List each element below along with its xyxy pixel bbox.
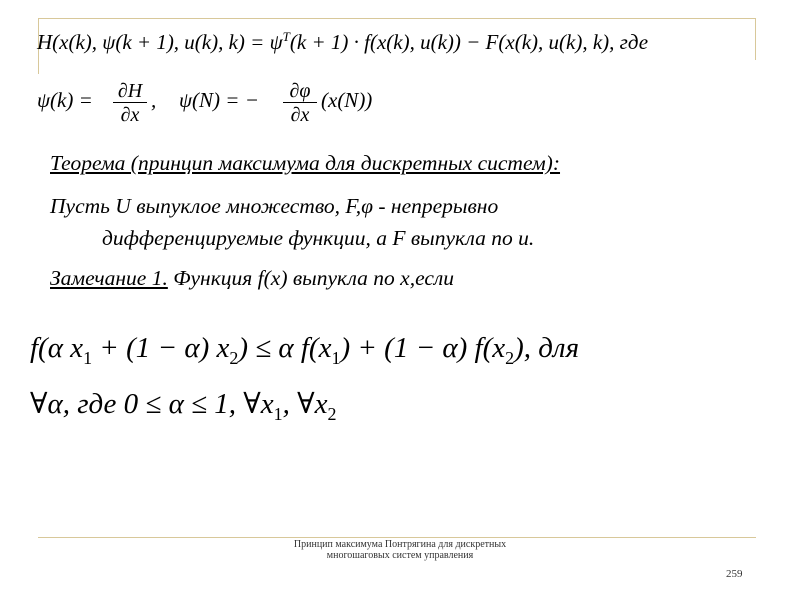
hamiltonian-formula: H(x(k), ψ(k + 1), u(k), $k) = \psi^T(k + 1) \cdot f(x(k)$, u(k)) − F(x(k), u(k), k), где <box>37 29 649 54</box>
remark-text: Функция f(x) выпукла по x,если <box>167 266 455 290</box>
remark-1 <box>50 266 454 291</box>
convexity-conditions: ∀α, где 0 ≤ α ≤ 1, $\forall x_1$, $\forall x_2$ <box>30 388 337 424</box>
theorem-condition-line-2: дифференцируемые функции, а F выпукла по u. <box>102 226 535 250</box>
convexity-inequality: f(α $x_1 + (1 - \alpha) x_2) \le \alpha$ $f(x_1) + (1 - \alpha)$ $f(x_2)$, для <box>30 332 580 368</box>
theorem-condition-line-1: Пусть U выпуклое множество, F,φ - непрерывно <box>50 194 499 218</box>
psi-n-fraction: ∂φ ∂x <box>283 80 317 127</box>
psi-k-fraction: ∂H ∂x <box>113 80 147 127</box>
psi-n-argument: (x(N)) <box>321 88 373 112</box>
theorem-title: Теорема (принцип максимума для дискретных систем): <box>50 151 561 175</box>
remark-label: Замечание 1. <box>50 266 168 290</box>
page-number: 259 <box>726 568 743 580</box>
psi-k-lhs: ψ(k) = <box>37 88 93 112</box>
psi-n-lhs: ψ(N) = − <box>179 88 259 112</box>
footer-caption: Принцип максимума Понтрягина для дискретных многошаговых систем управления <box>293 539 507 561</box>
slide-frame-right <box>755 18 756 60</box>
slide-frame-top <box>38 18 756 19</box>
footer-divider <box>38 537 756 538</box>
